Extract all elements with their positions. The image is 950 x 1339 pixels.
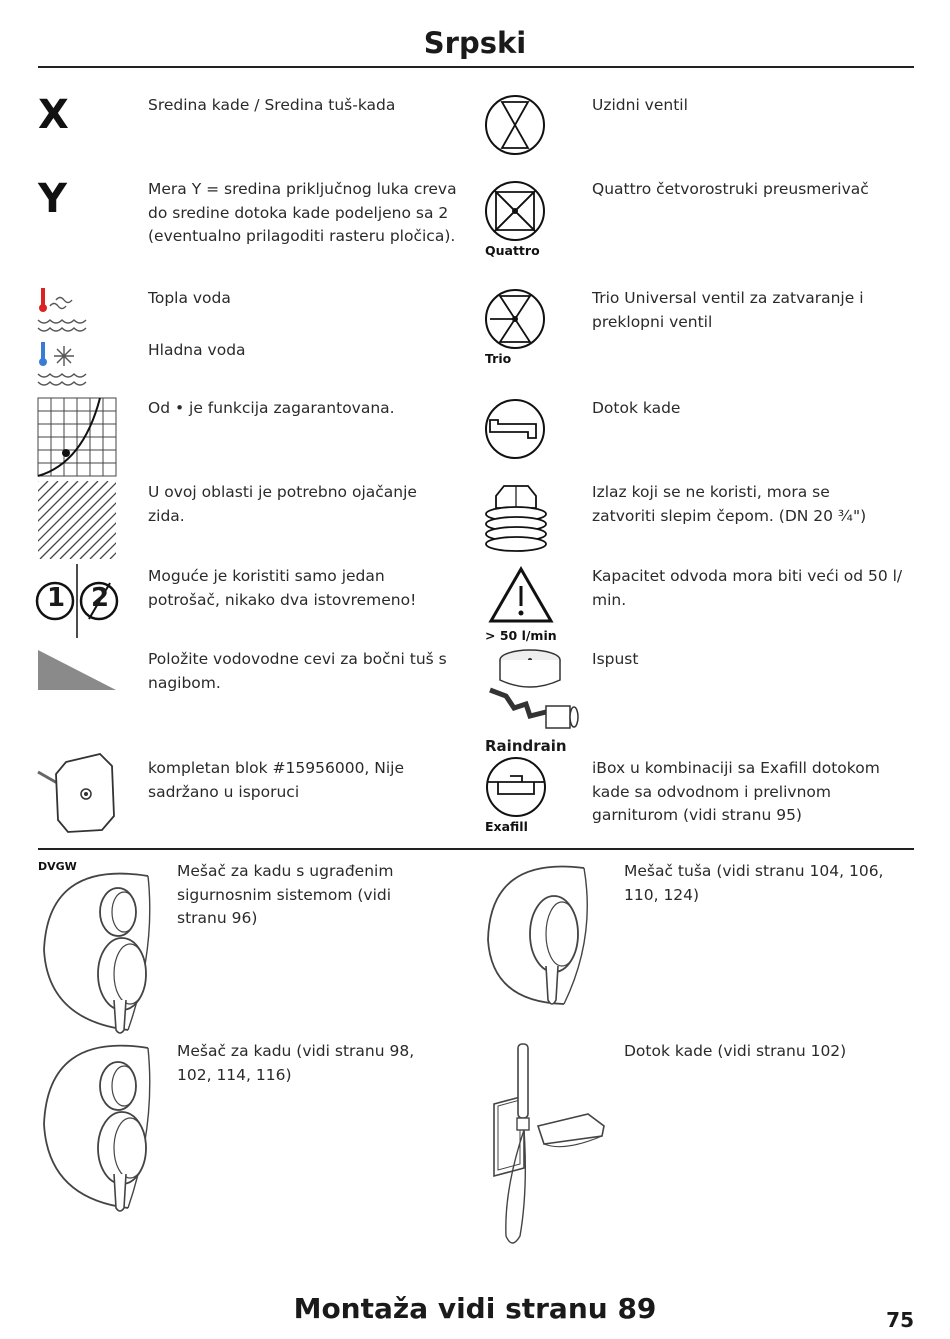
shower-mixer-drawing — [484, 862, 594, 1012]
quattro-diverter-icon — [484, 180, 546, 242]
product-shower-mixer: Mešač tuša (vidi stranu 104, 106, 110, 124) — [624, 862, 884, 904]
section-rule — [38, 848, 914, 850]
hot-water-icon — [36, 286, 86, 338]
two-label: 2 — [91, 583, 110, 613]
raindrain-icon — [486, 646, 582, 738]
product-bath-mixer-safety: Mešač za kadu s ugrađenim sigurnosnim sistemom (vidi stranu 96) — [177, 862, 394, 927]
drain-capacity-description: Kapacitet odvoda mora biti veći od 50 l/ min. — [592, 567, 903, 609]
exafill-label: Exafill — [485, 819, 528, 834]
x-description: Sredina kade / Sredina tuš-kada — [148, 96, 396, 114]
footer-installation-reference: Montaža vidi stranu 89 — [293, 1292, 657, 1325]
wall-valve-description: Uzidni ventil — [592, 96, 688, 114]
y-description: Mera Y = sredina priključnog luka creva do sredine dotoka kade podeljeno sa 2 (eventualno prilagoditi rasteru pločica). — [148, 180, 457, 245]
y-symbol: Y — [38, 176, 67, 222]
trio-valve-icon — [484, 288, 546, 350]
raindrain-label: Raindrain — [485, 737, 567, 755]
exafill-icon — [484, 756, 548, 818]
one-consumer-description: Moguće je koristiti samo jedan potrošač, nikako dva istovremeno! — [148, 567, 417, 609]
block-kit-icon — [36, 752, 116, 834]
wall-valve-icon — [484, 94, 546, 156]
hot-water-label: Topla voda — [148, 289, 231, 307]
cold-water-icon — [36, 340, 86, 392]
quattro-label: Quattro — [485, 243, 540, 258]
cold-water-label: Hladna voda — [148, 341, 246, 359]
trio-label: Trio — [485, 351, 512, 366]
bath-mixer-drawing — [38, 1042, 162, 1214]
x-symbol: X — [38, 92, 69, 138]
reinforcement-description: U ovoj oblasti je potrebno ojačanje zida. — [148, 483, 417, 525]
blind-plug-description: Izlaz koji se ne koristi, mora se zatvoriti slepim čepom. (DN 20 ¾") — [592, 483, 867, 525]
product-bath-spout: Dotok kade (vidi stranu 102) — [624, 1042, 847, 1060]
bath-spout-hand-shower-drawing — [484, 1040, 614, 1254]
wall-reinforcement-icon — [38, 481, 116, 559]
one-label: 1 — [47, 583, 66, 613]
slope-description: Položite vodovodne cevi za bočni tuš s nagibom. — [148, 650, 447, 692]
drain-capacity-label: > 50 l/min — [485, 628, 557, 643]
slope-triangle-icon — [38, 650, 116, 690]
product-bath-mixer: Mešač za kadu (vidi stranu 98, 102, 114, 116) — [177, 1042, 415, 1084]
dvgw-label: DVGW — [38, 860, 77, 873]
function-curve-icon — [38, 398, 116, 476]
raindrain-description: Ispust — [592, 650, 639, 668]
page-number: 75 — [886, 1308, 914, 1332]
title-rule — [38, 66, 914, 68]
exafill-description: iBox u kombinaciji sa Exafill dotokom kade sa odvodnom i prelivnom garniturom (vidi stranu 95) — [592, 759, 880, 824]
trio-description: Trio Universal ventil za zatvaranje i preklopni ventil — [592, 289, 864, 331]
bath-spout-icon — [484, 398, 546, 460]
page-title: Srpski — [423, 26, 527, 60]
block-description: kompletan blok #15956000, Nije sadržano u isporuci — [148, 759, 405, 801]
bath-spout-description: Dotok kade — [592, 399, 681, 417]
bath-mixer-safety-drawing — [38, 870, 162, 1034]
warning-triangle-icon — [488, 566, 554, 624]
blind-plug-icon — [484, 484, 548, 554]
function-description: Od • je funkcija zagarantovana. — [148, 399, 395, 417]
quattro-description: Quattro četvorostruki preusmerivač — [592, 180, 869, 198]
